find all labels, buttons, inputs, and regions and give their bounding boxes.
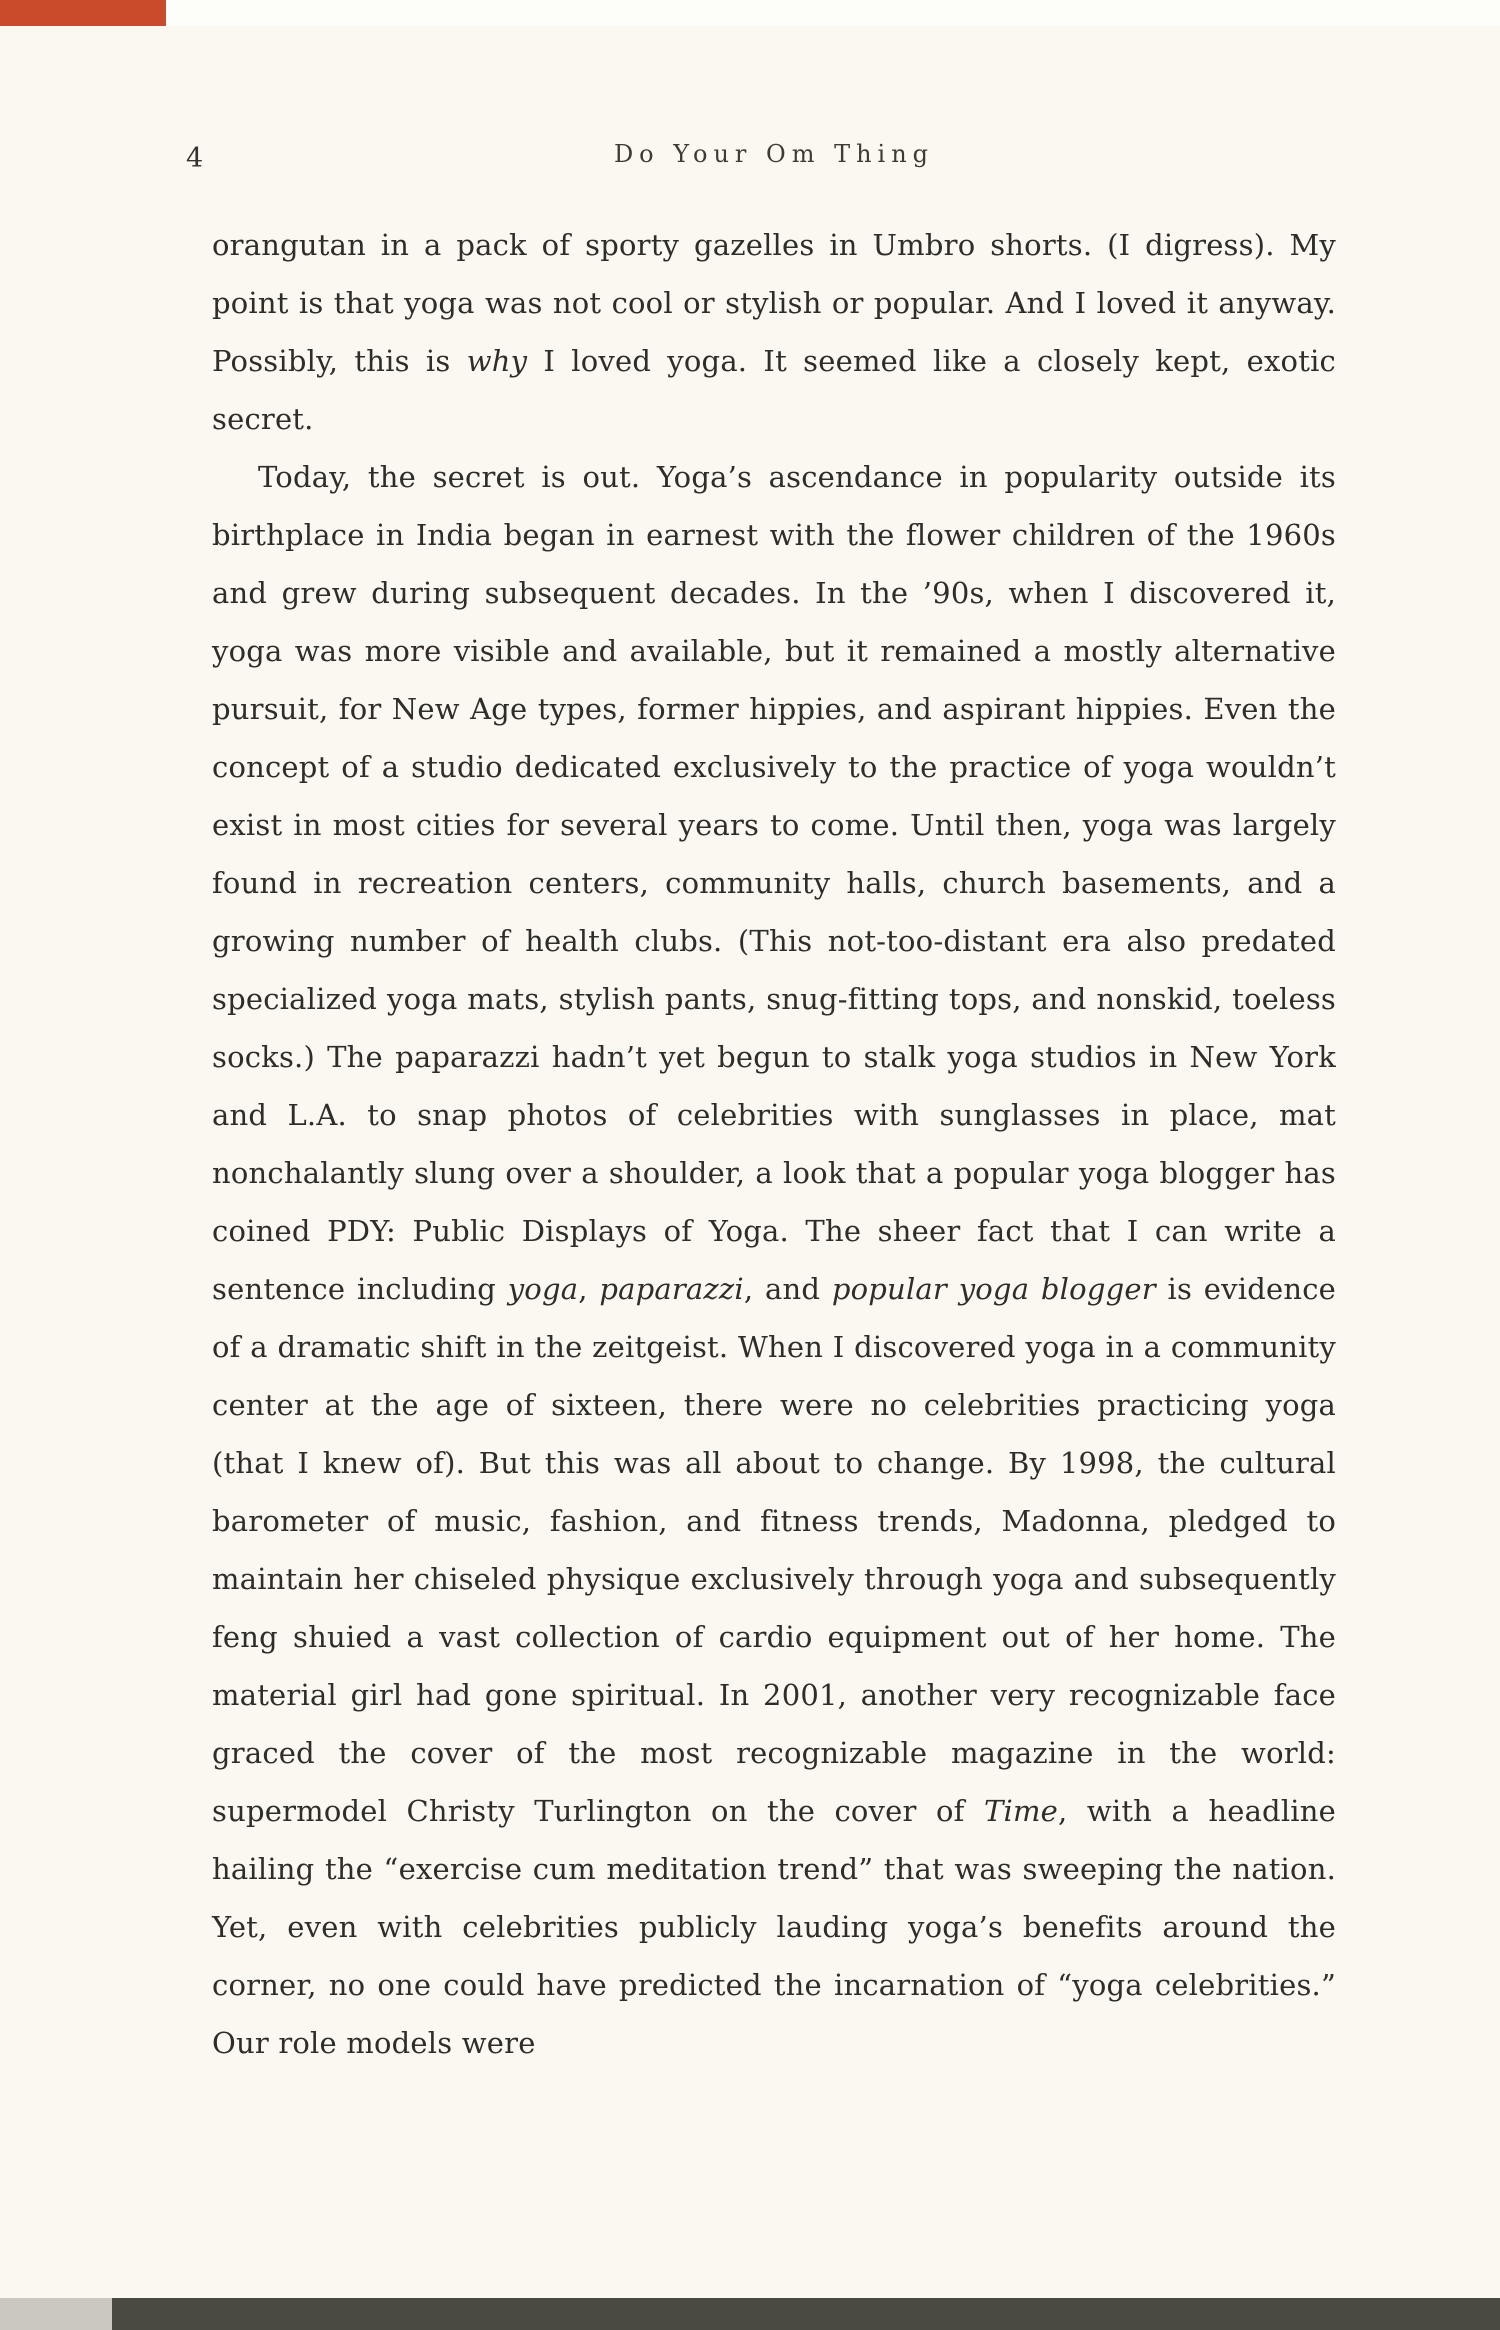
text-run: I loved yoga. It seemed like a closely kept, exotic secret. <box>212 344 1336 436</box>
scan-corner-mark <box>0 0 166 26</box>
text-run: orangutan in a pack of sporty gazelles in Umbro shorts. (I digress). My point is that yoga was not cool or stylish or popular. And I loved it anyway. Possibly, this is <box>212 228 1336 378</box>
scan-bottom-band <box>112 2298 1500 2330</box>
book-page-content <box>186 140 1337 2072</box>
text-run: is evidence of a dramatic shift in the zeitgeist. When I discovered yoga in a community center at the age of sixteen, there were no celebrities practicing yoga (that I knew of). But this was all about to change. By 1998, the cultural barometer of music, fashion, and fitness trends, Madonna, pledged to maintain her chiseled physique exclusively through yoga and subsequently feng shuied a vast collection of cardio equipment out of her home. The material girl had gone spiritual. In 2001, another very recognizable face graced the cover of the most recognizable magazine in the world: supermodel Christy Turlington on the cover of <box>212 1272 1337 1828</box>
text-run: , with a headline hailing the “exercise cum meditation trend” that was sweeping the nation. Yet, even with celebrities publicly lauding yoga’s benefits around the corner, no one could have predicted the incarnation of “yoga celebrities.” Our role models were <box>212 1794 1337 2060</box>
italic-run: Time <box>983 1794 1059 1828</box>
italic-run: popular yoga blogger <box>831 1272 1156 1306</box>
paragraph-2 <box>212 448 1336 2072</box>
paragraph-1 <box>212 216 1336 448</box>
italic-run: why <box>466 344 528 378</box>
page-number: 4 <box>186 143 204 174</box>
running-head: Do Your Om Thing <box>613 140 935 168</box>
page-header <box>186 140 1336 176</box>
body-text <box>212 216 1336 2072</box>
scan-top-edge <box>0 0 1500 26</box>
italic-run: yoga <box>507 1272 579 1306</box>
text-run: Today, the secret is out. Yoga’s ascendance in popularity outside its birthplace in India began in earnest with the flower children of the 1960s and grew during subsequent decades. In the ’90s, when I discovered it, yoga was more visible and available, but it remained a mostly alternative pursuit, for New Age types, former hippies, and aspirant hippies. Even the concept of a studio dedicated exclusively to the practice of yoga wouldn’t exist in most cities for several years to come. Until then, yoga was largely found in recreation centers, community halls, church basements, and a growing number of health clubs. (This not-too-distant era also predated specialized yoga mats, stylish pants, snug-fitting tops, and nonskid, toeless socks.) The paparazzi hadn’t yet begun to stalk yoga studios in New York and L.A. to snap photos of celebrities with sunglasses in place, mat nonchalantly slung over a shoulder, a look that a popular yoga blogger has coined PDY: Public Displays of Yoga. The sheer fact that I can write a sentence including <box>212 460 1336 1306</box>
text-run: , <box>578 1272 600 1306</box>
scan-bottom-left-band <box>0 2298 112 2330</box>
text-run: , and <box>743 1272 832 1306</box>
italic-run: paparazzi <box>599 1272 744 1306</box>
